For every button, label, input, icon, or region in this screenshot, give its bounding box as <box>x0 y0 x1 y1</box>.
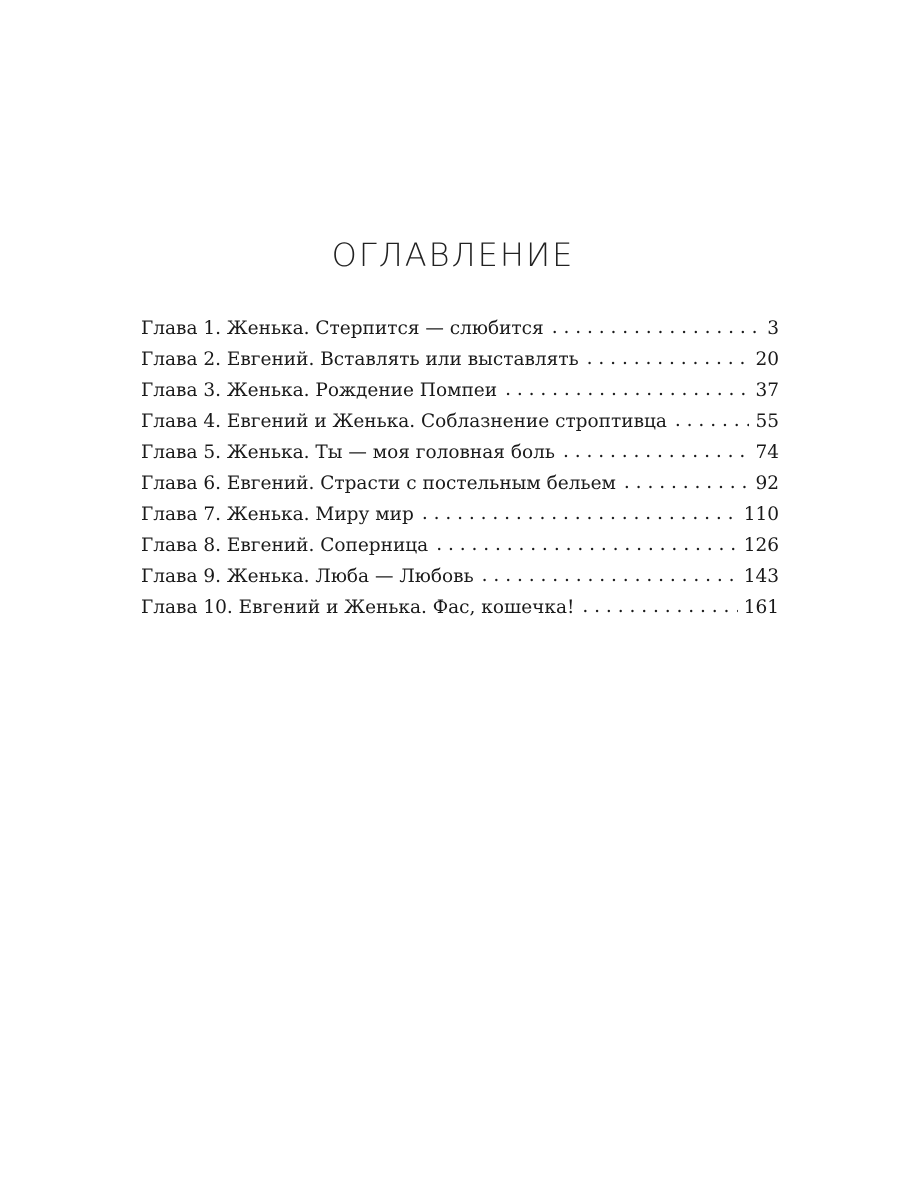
dot-leader <box>582 591 737 622</box>
toc-entry-title: Глава 7. Женька. Миру мир <box>141 504 414 525</box>
dot-leader <box>675 405 750 436</box>
toc-entry-10 <box>141 592 779 623</box>
page-title: ОГЛАВЛЕНИЕ <box>331 236 575 274</box>
dot-leader <box>552 312 759 343</box>
toc-entry-9 <box>141 561 779 592</box>
toc-entry-page: 20 <box>755 349 779 370</box>
dot-leader <box>624 467 750 498</box>
toc-entry-title: Глава 5. Женька. Ты — моя головная боль <box>141 442 555 463</box>
toc-entry-page: 55 <box>755 411 779 432</box>
dot-leader <box>563 436 750 467</box>
toc-entry-8 <box>141 530 779 561</box>
toc-entry-title: Глава 8. Евгений. Соперница <box>141 535 429 556</box>
toc-entry-page: 161 <box>743 597 779 618</box>
dot-leader <box>422 498 738 529</box>
dot-leader <box>587 343 750 374</box>
dot-leader <box>436 529 737 560</box>
dot-leader <box>505 374 749 405</box>
toc-entry-title: Глава 6. Евгений. Страсти с постельным бельем <box>141 473 616 494</box>
toc-entry-6 <box>141 468 779 499</box>
table-of-contents <box>141 313 779 623</box>
toc-entry-5 <box>141 437 779 468</box>
toc-entry-page: 110 <box>743 504 779 525</box>
toc-entry-title: Глава 1. Женька. Стерпится — слюбится <box>141 318 544 339</box>
dot-leader <box>482 560 738 591</box>
toc-entry-2 <box>141 344 779 375</box>
toc-entry-3 <box>141 375 779 406</box>
toc-entry-page: 126 <box>743 535 779 556</box>
toc-entry-title: Глава 4. Евгений и Женька. Соблазнение строптивца <box>141 411 667 432</box>
toc-entry-4 <box>141 406 779 437</box>
toc-entry-page: 3 <box>767 318 779 339</box>
toc-entry-page: 143 <box>743 566 779 587</box>
toc-entry-title: Глава 9. Женька. Люба — Любовь <box>141 566 474 587</box>
toc-entry-page: 37 <box>755 380 779 401</box>
toc-entry-page: 74 <box>755 442 779 463</box>
toc-entry-page: 92 <box>755 473 779 494</box>
toc-entry-1 <box>141 313 779 344</box>
toc-entry-title: Глава 3. Женька. Рождение Помпеи <box>141 380 498 401</box>
toc-entry-7 <box>141 499 779 530</box>
toc-entry-title: Глава 10. Евгений и Женька. Фас, кошечка! <box>141 597 575 618</box>
toc-entry-title: Глава 2. Евгений. Вставлять или выставлять <box>141 349 579 370</box>
